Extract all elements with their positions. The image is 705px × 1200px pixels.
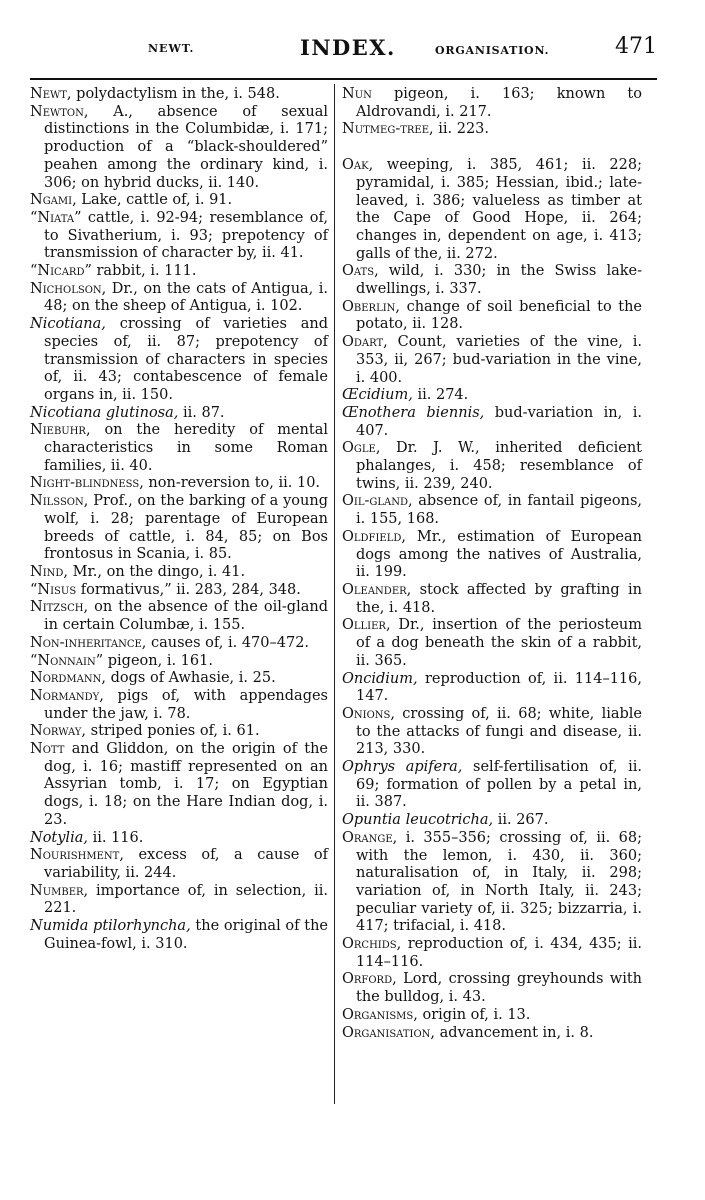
entry-heading: Oldfield, xyxy=(342,528,407,545)
entry-heading: Nordmann, xyxy=(30,670,107,687)
index-entry xyxy=(342,1007,642,1025)
index-entry xyxy=(342,440,642,493)
entry-text: Prof., on the barking of a young wolf, i. 28; parentage of European breeds of cattle, i. 84, 85; on Bos frontosus in Scania, i. 85. xyxy=(44,493,328,563)
index-entry xyxy=(30,741,328,830)
index-entry xyxy=(342,493,642,528)
entry-text: ii. 87. xyxy=(178,404,225,421)
index-entry xyxy=(30,599,328,634)
entry-text: absence of, in fantail pigeons, i. 155, 168. xyxy=(356,493,642,528)
entry-text: Mr., estimation of European dogs among the natives of Australia, ii. 199. xyxy=(356,528,642,581)
index-entry xyxy=(30,281,328,316)
entry-text: advancement in, i. 8. xyxy=(435,1024,594,1041)
index-entry xyxy=(342,706,642,759)
index-entry xyxy=(342,830,642,936)
right-guide-word: ORGANISATION. xyxy=(435,44,550,57)
entry-text: causes of, i. 470–472. xyxy=(146,634,310,651)
index-entry xyxy=(30,263,328,281)
index-entry xyxy=(342,812,642,830)
entry-text: reproduction of, i. 434, 435; ii. 114–116. xyxy=(356,936,642,970)
entry-heading: Oak, xyxy=(342,157,374,174)
index-entry xyxy=(342,299,642,334)
index-entry xyxy=(30,422,328,475)
index-entry xyxy=(30,883,328,918)
entry-text: Dr., on the cats of Antigua, i. 48; on the sheep of Antigua, i. 102. xyxy=(44,280,328,315)
entry-text: non-reversion to, ii. 10. xyxy=(143,475,321,492)
index-entry xyxy=(30,918,328,953)
entry-text: Count, varieties of the vine, i. 353, ii, 267; bud-variation in the vine, i. 400. xyxy=(356,334,642,386)
index-entry xyxy=(30,723,328,741)
index-entry xyxy=(342,582,642,617)
entry-heading: Newt, xyxy=(30,86,72,102)
page-title: INDEX. xyxy=(300,35,396,60)
entry-text: weeping, i. 385, 461; ii. 228; pyramidal, i. 385; Hessian, ibid.; late-leaved, i. 386; valueless as timber at the Cape of Good Hope, ii. 264; changes in, dependent on age, i. 413; galls of the, ii. 272. xyxy=(356,157,642,262)
entry-text: stock affected by grafting in the, i. 418. xyxy=(356,581,642,616)
entry-text: on the absence of the oil-gland in certain Columbæ, i. 155. xyxy=(44,599,328,634)
index-entry xyxy=(30,493,328,564)
index-entry xyxy=(30,653,328,671)
entry-heading: “Nicard” xyxy=(30,263,92,280)
entry-heading: Non-inheritance, xyxy=(30,634,147,651)
entry-heading: Numida ptilorhyncha, xyxy=(30,918,191,935)
entry-heading: Oleander, xyxy=(342,581,412,598)
entry-heading: Ophrys apifera, xyxy=(342,759,463,776)
header-rule xyxy=(30,78,657,80)
index-entry xyxy=(342,405,642,440)
entry-text: the original of the Guinea-fowl, i. 310. xyxy=(44,918,328,952)
index-entry xyxy=(30,635,328,653)
entry-text: pigeon, i. 161. xyxy=(103,652,213,669)
index-entry xyxy=(342,617,642,670)
entry-heading: “Nisus xyxy=(30,581,77,598)
entry-heading: Niebuhr, xyxy=(30,422,91,439)
entry-text: A., absence of sexual distinctions in the Columbidæ, i. 171; production of a “black-shouldered” peahen among the ordinary kind, i. 306; on hybrid ducks, ii. 140. xyxy=(44,103,328,191)
entry-heading: Nutmeg-tree, xyxy=(342,121,434,138)
entry-text: ii. 116. xyxy=(87,829,144,846)
entry-text: Lord, crossing greyhounds with the bulldog, i. 43. xyxy=(356,971,642,1006)
entry-heading: Notylia, xyxy=(30,829,88,846)
index-entry xyxy=(30,86,328,104)
entry-heading: Œcidium, xyxy=(342,387,413,404)
entry-heading: Odart, xyxy=(342,334,388,351)
entry-text: rabbit, i. 111. xyxy=(91,263,197,280)
entry-text: i. 355–356; crossing of, ii. 68; with the lemon, i. 430, ii. 360; naturalisation of, in Italy, ii. 298; variation of, in North Italy, ii. 243; peculiar variety of, ii. 325; bizzarria, i. 417; trifacial, i. 418. xyxy=(356,829,642,935)
entry-text: ii. 223. xyxy=(433,121,490,138)
entry-text: Dr., insertion of the periosteum of a dog beneath the skin of a rabbit, ii. 365. xyxy=(356,617,642,669)
index-entry xyxy=(342,971,642,1006)
entry-text: pigeon, i. 163; known to Aldrovandi, i. 217. xyxy=(356,86,642,120)
entry-text: reproduction of, ii. 114–116, 147. xyxy=(356,670,642,705)
entry-heading: Orford, xyxy=(342,971,397,988)
letter-section-gap xyxy=(342,139,642,157)
entry-text: wild, i. 330; in the Swiss lake-dwellings, i. 337. xyxy=(356,263,642,298)
index-entry xyxy=(30,192,328,210)
left-guide-word: NEWT. xyxy=(148,42,195,55)
entry-heading: Oncidium, xyxy=(342,670,418,687)
running-header xyxy=(30,34,657,74)
entry-heading: Number, xyxy=(30,882,89,899)
index-entry xyxy=(30,210,328,263)
index-entry xyxy=(342,1025,642,1043)
entry-text: and Gliddon, on the origin of the dog, i. 16; mastiff represented on an Assyrian tomb, i. 17; on Egyptian dogs, i. 18; on the Hare Indian dog, i. 23. xyxy=(44,741,328,828)
entry-text: polydactylism in the, i. 548. xyxy=(71,86,280,102)
column-divider xyxy=(334,84,335,1104)
entry-heading: Night-blindness, xyxy=(30,475,144,492)
entry-text: Lake, cattle of, i. 91. xyxy=(76,192,233,209)
entry-text: striped ponies of, i. 61. xyxy=(86,723,260,740)
entry-text: excess of, a cause of variability, ii. 244. xyxy=(44,847,328,881)
entry-text: origin of, i. 13. xyxy=(417,1006,531,1023)
entry-heading: Ollier, xyxy=(342,617,391,634)
entry-heading: Nourishment, xyxy=(30,847,124,864)
index-entry xyxy=(342,759,642,812)
index-entry xyxy=(30,688,328,723)
index-entry xyxy=(30,405,328,423)
entry-heading: Nicholson, xyxy=(30,280,107,297)
entry-heading: Nicotiana, xyxy=(30,316,106,333)
entry-heading: “Niata” xyxy=(30,209,82,226)
entry-heading: Organisms, xyxy=(342,1006,418,1023)
entry-heading: Nitzsch, xyxy=(30,599,89,616)
entry-heading: Nicotiana glutinosa, xyxy=(30,404,179,421)
entry-heading: Newton, xyxy=(30,103,89,120)
entry-text: dogs of Awhasie, i. 25. xyxy=(106,670,276,687)
index-entry xyxy=(30,475,328,493)
entry-heading: Oberlin, xyxy=(342,298,401,315)
index-entry xyxy=(30,670,328,688)
entry-text: self-fertilisation of, ii. 69; formation of pollen by a petal in, ii. 387. xyxy=(356,759,642,811)
index-entry xyxy=(30,104,328,193)
entry-heading: Oats, xyxy=(342,263,379,280)
entry-heading: Organisation, xyxy=(342,1024,436,1041)
entry-text: on the heredity of mental characteristics in some Roman families, ii. 40. xyxy=(44,422,328,474)
entry-text: Mr., on the dingo, i. 41. xyxy=(68,563,246,580)
entry-heading: Oil-gland, xyxy=(342,493,413,510)
entry-heading: Nilsson, xyxy=(30,493,89,510)
entry-text: change of soil beneficial to the potato, ii. 128. xyxy=(356,298,642,333)
entry-heading: Normandy, xyxy=(30,687,104,704)
index-entry xyxy=(30,830,328,848)
left-column xyxy=(30,86,328,953)
entry-heading: Nun xyxy=(342,86,372,102)
entry-heading: Nott xyxy=(30,741,65,758)
entry-text: crossing of varieties and species of, ii. 87; prepotency of transmission of characters in species of, ii. 43; contabescence of female organs in, ii. 150. xyxy=(44,316,328,403)
index-entry xyxy=(342,529,642,582)
entry-heading: Ogle, xyxy=(342,440,381,457)
entry-text: importance of, in selection, ii. 221. xyxy=(44,882,328,917)
entry-heading: Œnothera biennis, xyxy=(342,404,485,421)
index-entry xyxy=(30,847,328,882)
index-entry xyxy=(342,387,642,405)
right-column xyxy=(342,86,642,1042)
entry-text: crossing of, ii. 68; white, liable to the attacks of fungi and disease, ii. 213, 330. xyxy=(356,705,642,758)
index-entry xyxy=(342,334,642,387)
index-entry xyxy=(30,316,328,405)
entry-heading: Orange, xyxy=(342,829,398,846)
entry-text: cattle, i. 92-94; resemblance of, to Sivatherium, i. 93; prepotency of transmission of character by, ii. 41. xyxy=(44,209,328,262)
entry-heading: Ngami, xyxy=(30,192,77,209)
index-entry xyxy=(30,582,328,600)
entry-text: bud-variation in, i. 407. xyxy=(356,404,643,439)
entry-text: pigs of, with appendages under the jaw, i. 78. xyxy=(44,687,328,722)
entry-heading: Orchids, xyxy=(342,936,402,953)
index-entry xyxy=(30,564,328,582)
entry-heading: Nind, xyxy=(30,563,69,580)
entry-heading: Onions, xyxy=(342,705,395,722)
index-entry xyxy=(342,263,642,298)
entry-text: ii. 267. xyxy=(493,812,549,829)
page-number: 471 xyxy=(615,34,657,59)
index-entry xyxy=(342,157,642,263)
index-entry xyxy=(342,936,642,971)
index-entry xyxy=(342,86,642,121)
entry-text: formativus,” ii. 283, 284, 348. xyxy=(76,581,301,598)
entry-heading: Norway, xyxy=(30,723,87,740)
entry-heading: “Nonnain” xyxy=(30,652,104,669)
index-entry xyxy=(342,671,642,706)
index-entry xyxy=(342,121,642,139)
entry-text: Dr. J. W., inherited deficient phalanges, i. 458; resemblance of twins, ii. 239, 240. xyxy=(356,440,642,492)
entry-heading: Opuntia leucotricha, xyxy=(342,812,494,829)
entry-text: ii. 274. xyxy=(412,387,469,404)
